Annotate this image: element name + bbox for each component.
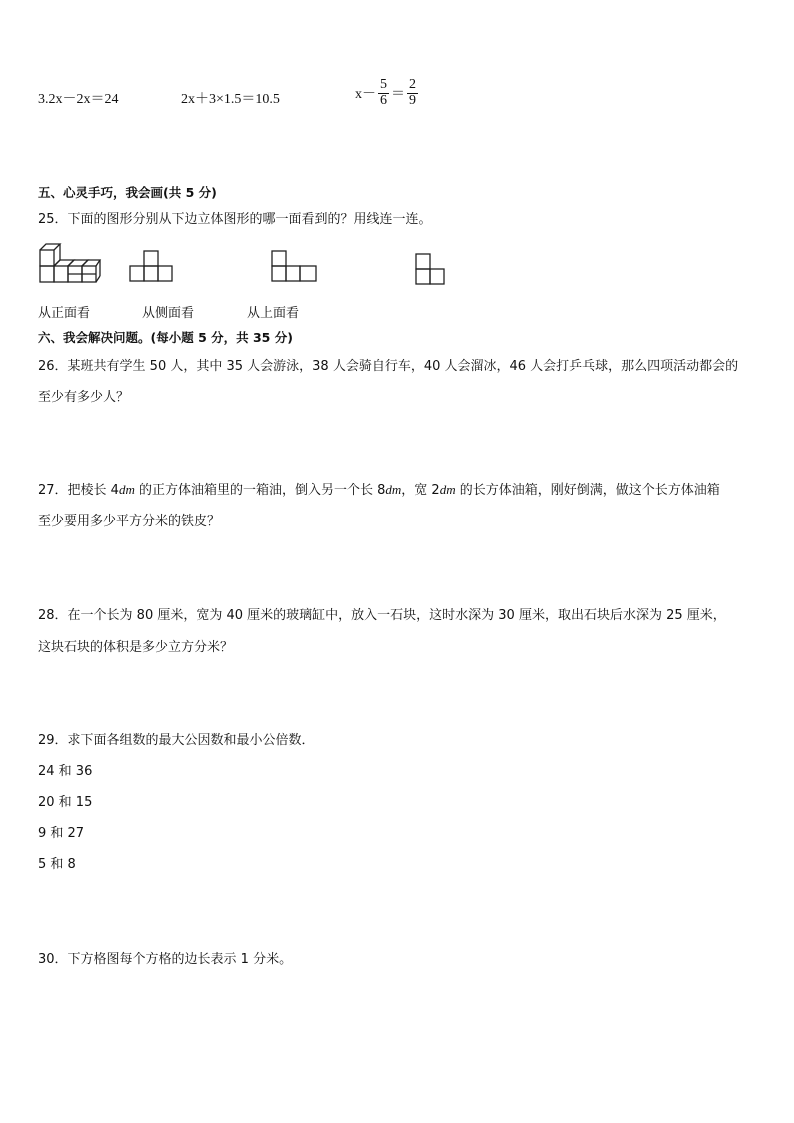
equation-1: 3.2x－2x＝24 <box>38 92 119 107</box>
view-figure-3 <box>412 248 448 288</box>
question-27-line-2: 至少要用多少平方分米的铁皮？ <box>38 514 221 529</box>
question-25-text: 25．下面的图形分别从下边立体图形的哪一面看到的？用线连一连。 <box>38 212 432 227</box>
label-front-view: 从正面看 <box>38 306 91 321</box>
question-28-line-1: 28．在一个长为 80 厘米，宽为 40 厘米的玻璃缸中，放入一石块，这时水深为 30 厘米，取出石块后水深为 25 厘米， <box>38 608 726 623</box>
question-26-line-1: 26．某班共有学生 50 人，其中 35 人会游泳，38 人会骑自行车，40 人会溜冰，46 人会打乒乓球，那么四项活动都会的 <box>38 359 739 374</box>
question-26-line-2: 至少有多少人？ <box>38 390 130 405</box>
number-pair: 20 和 15 <box>38 795 93 810</box>
label-side-view: 从侧面看 <box>142 306 195 321</box>
number-pair: 9 和 27 <box>38 826 85 841</box>
view-figure-1 <box>128 248 176 284</box>
fraction-two-ninths <box>407 78 418 108</box>
view-figure-2 <box>270 248 320 284</box>
fraction-denominator: 6 <box>380 92 387 108</box>
q27-part-b: 的正方体油箱里的一箱油，倒入另一个长 8 <box>134 483 386 498</box>
equation-3 <box>355 78 420 108</box>
question-27-line-1 <box>38 479 720 498</box>
equation-2: 2x＋3×1.5＝10.5 <box>181 92 280 107</box>
section-6-heading: 六、我会解决问题。(每小题 5 分，共 35 分) <box>38 330 293 345</box>
question-28-line-2: 这块石块的体积是多少立方分米？ <box>38 640 234 655</box>
q27-part-a: 27．把棱长 4 <box>38 483 119 498</box>
q27-part-c: ，宽 2 <box>401 483 440 498</box>
fraction-numerator: 2 <box>409 77 416 92</box>
unit-dm: dm <box>118 482 135 497</box>
unit-dm: dm <box>439 482 456 497</box>
fraction-denominator: 9 <box>409 92 416 108</box>
question-29-text: 29．求下面各组数的最大公因数和最小公倍数． <box>38 733 315 748</box>
unit-dm: dm <box>385 482 402 497</box>
number-pair: 5 和 8 <box>38 857 76 872</box>
equation-3-prefix: x－ <box>355 87 376 103</box>
section-5-heading: 五、心灵手巧，我会画(共 5 分) <box>38 185 217 200</box>
question-30-text: 30．下方格图每个方格的边长表示 1 分米。 <box>38 952 293 967</box>
label-top-view: 从上面看 <box>247 306 300 321</box>
equals-sign: ＝ <box>391 87 405 103</box>
solid-figure <box>38 242 102 286</box>
fraction-numerator: 5 <box>380 77 387 92</box>
number-pair: 24 和 36 <box>38 764 93 779</box>
q27-part-d: 的长方体油箱，刚好倒满，做这个长方体油箱 <box>455 483 720 498</box>
fraction-five-sixths <box>378 78 389 108</box>
